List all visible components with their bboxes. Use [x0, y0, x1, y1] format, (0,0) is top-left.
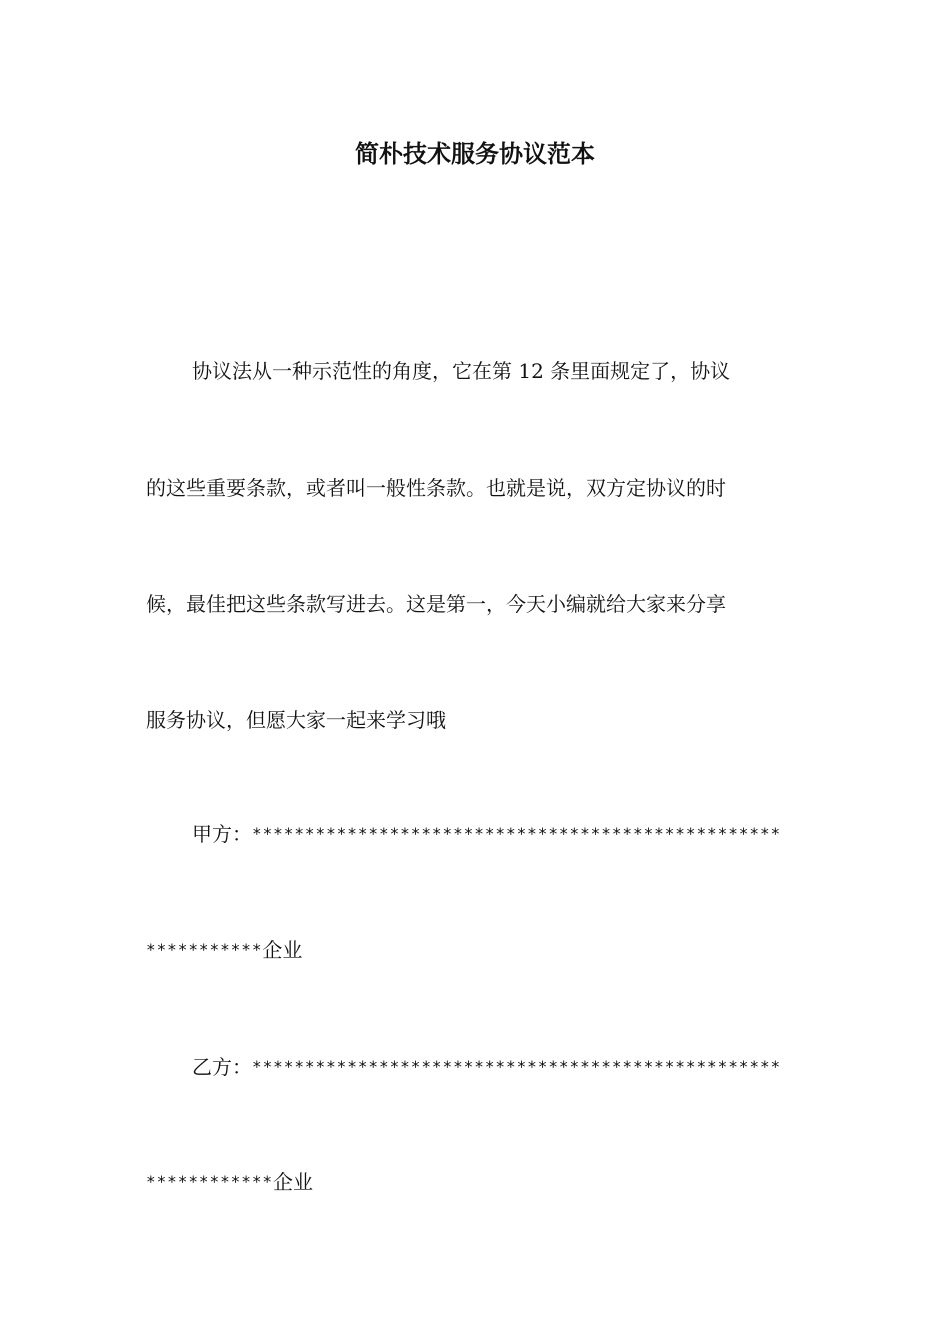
party-a-label: 甲方：: [192, 822, 252, 846]
party-b-stars-2: ************: [146, 1172, 273, 1191]
party-a-stars-1: **************************************************: [252, 824, 782, 843]
party-a-line-1: [192, 820, 781, 848]
paragraph-line-4: 服务协议，但愿大家一起来学习哦: [146, 708, 446, 732]
party-a-line-2: [146, 936, 302, 964]
paragraph-line-3: 候，最佳把这些条款写进去。这是第一，今天小编就给大家来分享: [146, 592, 726, 616]
party-b-label: 乙方：: [192, 1055, 252, 1079]
document-title: 简朴技术服务协议范本: [355, 139, 595, 168]
paragraph-line-2: 的这些重要条款，或者叫一般性条款。也就是说，双方定协议的时: [146, 476, 726, 500]
party-b-suffix: 企业: [273, 1170, 313, 1194]
party-a-stars-2: ***********: [146, 940, 263, 959]
party-b-line-2: [146, 1168, 313, 1196]
party-a-suffix: 企业: [262, 938, 303, 962]
party-b-stars-1: **************************************************: [252, 1057, 782, 1076]
paragraph-line-1: 协议法从一种示范性的角度，它在第 12 条里面规定了，协议: [192, 359, 731, 383]
party-b-line-1: [192, 1053, 781, 1081]
